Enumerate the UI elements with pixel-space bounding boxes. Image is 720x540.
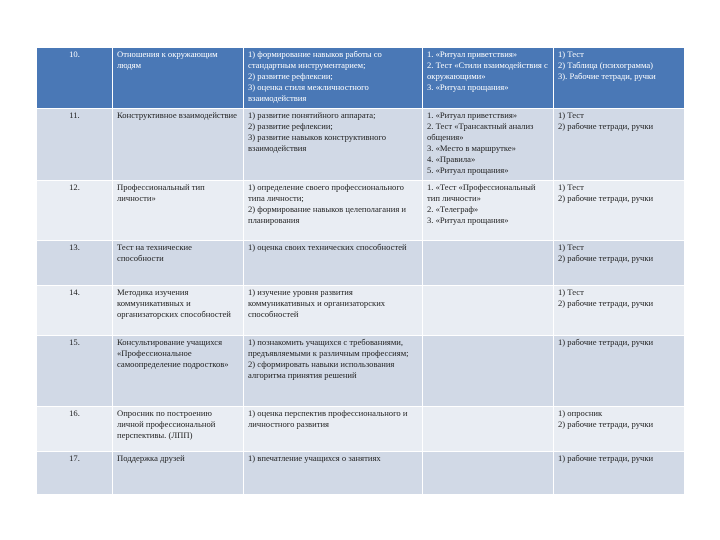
program-table bbox=[36, 47, 685, 495]
session-tasks bbox=[244, 109, 423, 181]
task-item: 1) оценка перспектив профессионального и личностного развития bbox=[248, 408, 408, 429]
material-item: 2) рабочие тетради, ручки bbox=[558, 121, 654, 131]
task-item: 1) познакомить учащихся с требованиями, предъявляемыми к различным профессиям; bbox=[248, 337, 409, 358]
session-materials bbox=[554, 286, 685, 336]
material-item: 1) Тест bbox=[558, 110, 584, 120]
session-name: Консультирование учащихся «Профессиональное самоопределение подростков» bbox=[113, 336, 244, 407]
program-table-body bbox=[37, 48, 685, 495]
exercise-item: 1. «Ритуал приветствия» bbox=[427, 49, 518, 59]
session-exercises bbox=[423, 336, 554, 407]
task-item: 3) оценка стиля межличностного взаимодействия bbox=[248, 82, 369, 103]
exercise-item: 4. «Правила» bbox=[427, 154, 476, 164]
session-exercises bbox=[423, 286, 554, 336]
session-exercises bbox=[423, 109, 554, 181]
session-name: Методика изучения коммуникативных и организаторских способностей bbox=[113, 286, 244, 336]
task-item: 2) формирование навыков целеполагания и планирования bbox=[248, 204, 407, 225]
task-item: 1) оценка своих технических способностей bbox=[248, 242, 407, 252]
material-item: 3). Рабочие тетради, ручки bbox=[558, 71, 656, 81]
session-tasks bbox=[244, 241, 423, 286]
material-item: 2) Таблица (психограмма) bbox=[558, 60, 654, 70]
exercise-item: 1. «Ритуал приветствия» bbox=[427, 110, 518, 120]
session-tasks bbox=[244, 452, 423, 495]
table-row bbox=[37, 407, 685, 452]
row-number: 12. bbox=[37, 181, 113, 241]
task-item: 1) изучение уровня развития коммуникативных и организаторских способностей bbox=[248, 287, 386, 319]
session-name: Поддержка друзей bbox=[113, 452, 244, 495]
session-materials bbox=[554, 181, 685, 241]
session-tasks bbox=[244, 181, 423, 241]
task-item: 1) определение своего профессионального типа личности; bbox=[248, 182, 404, 203]
task-item: 1) развитие понятийного аппарата; bbox=[248, 110, 376, 120]
session-exercises bbox=[423, 48, 554, 109]
exercise-item: 3. «Ритуал прощания» bbox=[427, 215, 509, 225]
table-row bbox=[37, 48, 685, 109]
program-table-wrapper bbox=[36, 47, 684, 495]
task-item: 2) сформировать навыки использования алгоритма принятия решений bbox=[248, 359, 395, 380]
material-item: 1) рабочие тетради, ручки bbox=[558, 337, 654, 347]
session-exercises bbox=[423, 407, 554, 452]
session-materials bbox=[554, 109, 685, 181]
material-item: 2) рабочие тетради, ручки bbox=[558, 253, 654, 263]
row-number: 15. bbox=[37, 336, 113, 407]
session-materials bbox=[554, 407, 685, 452]
row-number: 11. bbox=[37, 109, 113, 181]
exercise-item: 2. Тест «Стили взаимодействия с окружающими» bbox=[427, 60, 548, 81]
material-item: 2) рабочие тетради, ручки bbox=[558, 419, 654, 429]
task-item: 2) развитие рефлексии; bbox=[248, 121, 333, 131]
material-item: 1) опросник bbox=[558, 408, 603, 418]
table-row bbox=[37, 181, 685, 241]
material-item: 1) рабочие тетради, ручки bbox=[558, 453, 654, 463]
table-row bbox=[37, 109, 685, 181]
row-number: 17. bbox=[37, 452, 113, 495]
table-row bbox=[37, 336, 685, 407]
row-number: 13. bbox=[37, 241, 113, 286]
session-name: Конструктивное взаимодействие bbox=[113, 109, 244, 181]
exercise-item: 2. «Телеграф» bbox=[427, 204, 479, 214]
exercise-item: 3. «Ритуал прощания» bbox=[427, 82, 509, 92]
session-materials bbox=[554, 452, 685, 495]
session-materials bbox=[554, 241, 685, 286]
session-exercises bbox=[423, 181, 554, 241]
task-item: 1) формирование навыков работы со стандартным инструментарием; bbox=[248, 49, 382, 70]
task-item: 3) развитие навыков конструктивного взаимодействия bbox=[248, 132, 387, 153]
table-row bbox=[37, 452, 685, 495]
task-item: 2) развитие рефлексии; bbox=[248, 71, 333, 81]
session-exercises bbox=[423, 241, 554, 286]
row-number: 10. bbox=[37, 48, 113, 109]
session-tasks bbox=[244, 407, 423, 452]
task-item: 1) впечатление учащихся о занятиях bbox=[248, 453, 381, 463]
session-tasks bbox=[244, 336, 423, 407]
material-item: 1) Тест bbox=[558, 182, 584, 192]
material-item: 1) Тест bbox=[558, 49, 584, 59]
session-name: Профессиональный тип личности» bbox=[113, 181, 244, 241]
session-exercises bbox=[423, 452, 554, 495]
table-row bbox=[37, 286, 685, 336]
material-item: 1) Тест bbox=[558, 242, 584, 252]
session-tasks bbox=[244, 48, 423, 109]
exercise-item: 3. «Место в маршрутке» bbox=[427, 143, 516, 153]
exercise-item: 5. «Ритуал прощания» bbox=[427, 165, 509, 175]
material-item: 2) рабочие тетради, ручки bbox=[558, 298, 654, 308]
session-name: Опросник по построению личной профессиональной перспективы. (ЛПП) bbox=[113, 407, 244, 452]
material-item: 1) Тест bbox=[558, 287, 584, 297]
exercise-item: 2. Тест «Трансактный анализ общения» bbox=[427, 121, 534, 142]
session-name: Отношения к окружающим людям bbox=[113, 48, 244, 109]
row-number: 14. bbox=[37, 286, 113, 336]
session-tasks bbox=[244, 286, 423, 336]
session-materials bbox=[554, 336, 685, 407]
session-materials bbox=[554, 48, 685, 109]
material-item: 2) рабочие тетради, ручки bbox=[558, 193, 654, 203]
table-row bbox=[37, 241, 685, 286]
session-name: Тест на технические способности bbox=[113, 241, 244, 286]
exercise-item: 1. «Тест «Профессиональный тип личности» bbox=[427, 182, 536, 203]
row-number: 16. bbox=[37, 407, 113, 452]
